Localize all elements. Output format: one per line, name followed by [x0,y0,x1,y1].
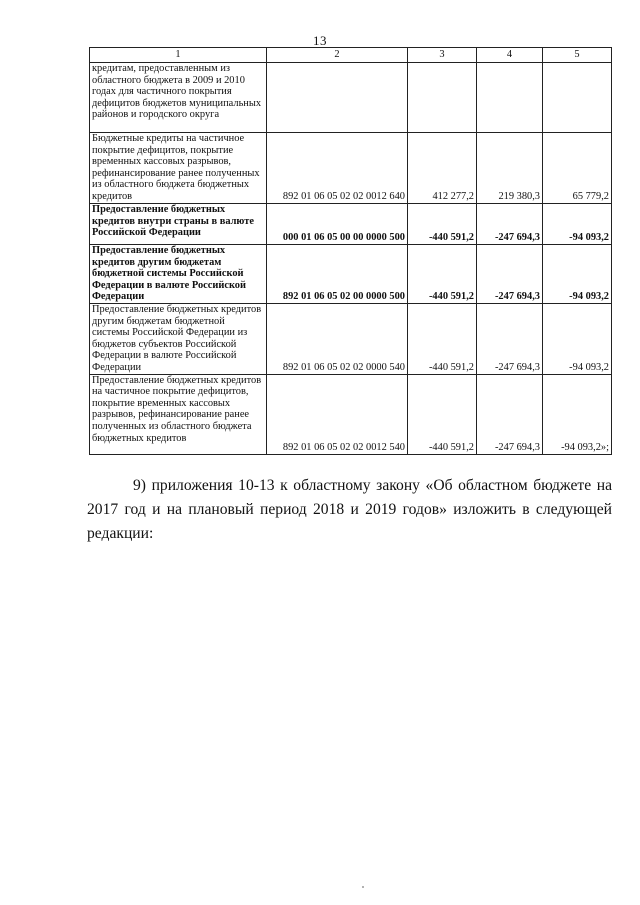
row-value-2019: 65 779,2 [543,133,612,204]
row-value-2019: -94 093,2 [543,245,612,304]
row-value-2017: -440 591,2 [408,245,477,304]
table-row [90,303,612,374]
row-value-2017 [408,63,477,133]
row-value-2017: -440 591,2 [408,374,477,454]
row-value-2017: -440 591,2 [408,303,477,374]
row-value-2018: -247 694,3 [477,303,543,374]
row-code-cell: 000 01 06 05 00 00 0000 500 [267,204,408,245]
table-row [90,63,612,133]
row-code-cell: 892 01 06 05 02 02 0000 540 [267,303,408,374]
row-code-cell: 892 01 06 05 02 02 0012 540 [267,374,408,454]
budget-sources-table [89,47,612,455]
amendment-paragraph: 9) приложения 10-13 к областному закону «Об областном бюджете на 2017 год и на плановый период 2018 и 2019 годов» изложить в следующей редакции: [87,476,612,542]
table-header-row [90,48,612,63]
table-row [90,133,612,204]
table-row [90,374,612,454]
column-header-code: 2 [267,48,408,63]
table-row [90,245,612,304]
row-value-2018 [477,63,543,133]
row-value-2019: -94 093,2»; [543,374,612,454]
row-name-cell: Предоставление бюджетных кредитов внутри страны в валюте Российской Федерации [90,204,267,245]
column-header-2019: 5 [543,48,612,63]
row-value-2019: -94 093,2 [543,204,612,245]
row-code-cell: 892 01 06 05 02 02 0012 640 [267,133,408,204]
column-header-2018: 4 [477,48,543,63]
table-row [90,204,612,245]
row-value-2018: 219 380,3 [477,133,543,204]
row-value-2019 [543,63,612,133]
row-value-2018: -247 694,3 [477,374,543,454]
row-value-2018: -247 694,3 [477,204,543,245]
row-value-2019: -94 093,2 [543,303,612,374]
scan-speck [362,886,364,888]
row-value-2017: 412 277,2 [408,133,477,204]
row-name-cell: Предоставление бюджетных кредитов на частичное покрытие дефицитов, покрытие временных кассовых разрывов, рефинансирование ранее полученных из областного бюджета бюджетных кредитов [90,374,267,454]
row-name-cell: Предоставление бюджетных кредитов другим бюджетам бюджетной системы Российской Федерации в валюте Российской Федерации [90,245,267,304]
row-value-2017: -440 591,2 [408,204,477,245]
page-number: 13 [313,33,327,48]
column-header-name: 1 [90,48,267,63]
row-name-cell: кредитам, предоставленным из областного бюджета в 2009 и 2010 годах для частичного покрытия дефицитов бюджетов муниципальных районов и городского округа [90,63,267,133]
column-header-2017: 3 [408,48,477,63]
row-name-cell: Бюджетные кредиты на частичное покрытие дефицитов, покрытие временных кассовых разрывов, рефинансирование ранее полученных из областного бюджета бюджетных кредитов [90,133,267,204]
row-code-cell: 892 01 06 05 02 00 0000 500 [267,245,408,304]
row-value-2018: -247 694,3 [477,245,543,304]
row-name-cell: Предоставление бюджетных кредитов другим бюджетам бюджетной системы Российской Федерации из бюджетов субъектов Российской Федерации в валюте Российской Федерации [90,303,267,374]
row-code-cell [267,63,408,133]
